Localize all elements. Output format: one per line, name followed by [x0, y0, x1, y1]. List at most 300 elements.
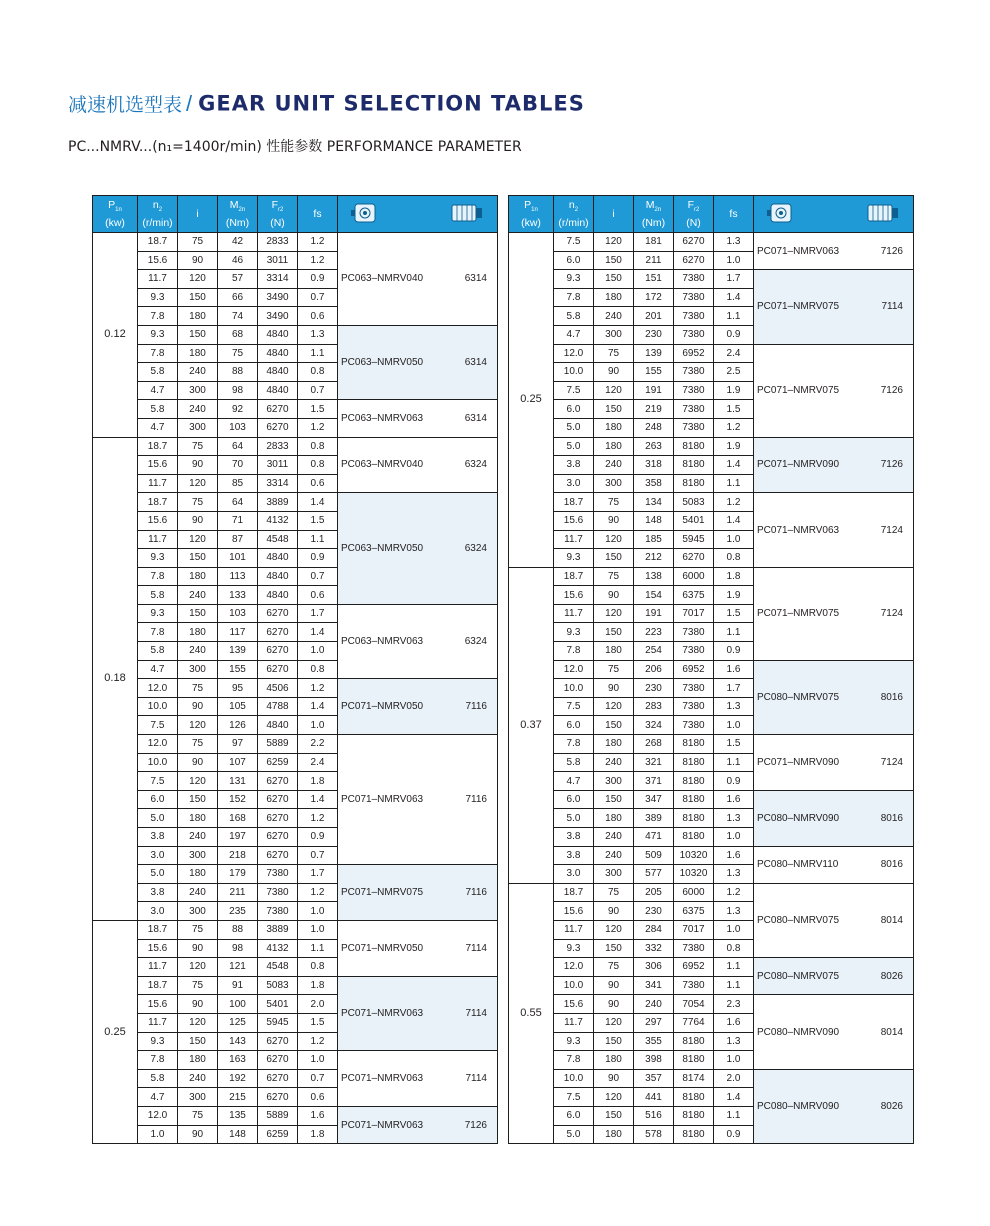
model-name: PC071–NMRV090: [757, 756, 840, 768]
cell-n2: 5.0: [554, 809, 594, 828]
cell-i: 150: [594, 270, 634, 289]
cell-m2: 88: [218, 920, 258, 939]
cell-n2: 5.0: [554, 1125, 594, 1144]
cell-n2: 11.7: [554, 1013, 594, 1032]
cell-fs: 2.0: [298, 995, 338, 1014]
cell-fs: 1.5: [298, 400, 338, 419]
cell-fs: 1.0: [714, 716, 754, 735]
cell-fr2: 5889: [258, 1106, 298, 1125]
cell-i: 90: [178, 1125, 218, 1144]
cell-n2: 7.5: [554, 381, 594, 400]
cell-i: 150: [178, 604, 218, 623]
cell-i: 120: [594, 604, 634, 623]
cell-fr2: 2833: [258, 233, 298, 252]
header-radial-load: $F_{r2}$ (N): [258, 196, 298, 233]
cell-i: 240: [178, 642, 218, 661]
cell-i: 240: [594, 828, 634, 847]
cell-fr2: 3490: [258, 307, 298, 326]
table-row: [509, 233, 914, 252]
cell-n2: 3.0: [138, 846, 178, 865]
cell-n2: 3.0: [554, 474, 594, 493]
cell-i: 180: [178, 1051, 218, 1070]
cell-n2: 15.6: [554, 586, 594, 605]
cell-fs: 0.6: [298, 307, 338, 326]
cell-m2: 191: [634, 381, 674, 400]
table-row: [93, 437, 498, 456]
cell-i: 240: [178, 363, 218, 382]
cell-i: 75: [594, 883, 634, 902]
table-row: [93, 493, 498, 512]
model-code: 7114: [465, 1007, 487, 1019]
cell-fs: 0.8: [298, 660, 338, 679]
header-ratio: i: [594, 196, 634, 233]
cell-fr2: 6270: [258, 828, 298, 847]
cell-i: 90: [594, 976, 634, 995]
cell-i: 120: [594, 920, 634, 939]
cell-i: 120: [178, 772, 218, 791]
cell-n2: 9.3: [554, 623, 594, 642]
model-cell: [338, 920, 498, 976]
cell-m2: 101: [218, 549, 258, 568]
cell-fs: 0.7: [298, 288, 338, 307]
cell-m2: 172: [634, 288, 674, 307]
cell-n2: 7.5: [138, 772, 178, 791]
table-row: [509, 1069, 914, 1088]
cell-fr2: 7380: [674, 325, 714, 344]
model-name: PC063–NMRV063: [341, 636, 424, 648]
cell-n2: 3.8: [138, 883, 178, 902]
cell-n2: 7.5: [554, 233, 594, 252]
cell-fr2: 8180: [674, 1106, 714, 1125]
cell-fs: 1.2: [298, 251, 338, 270]
cell-m2: 95: [218, 679, 258, 698]
cell-m2: 88: [218, 363, 258, 382]
cell-m2: 268: [634, 735, 674, 754]
cell-i: 120: [594, 381, 634, 400]
cell-n2: 9.3: [138, 325, 178, 344]
cell-fr2: 6270: [674, 251, 714, 270]
cell-m2: 211: [218, 883, 258, 902]
power-cell: 0.55: [509, 883, 554, 1143]
cell-fs: 1.1: [714, 958, 754, 977]
cell-i: 150: [594, 939, 634, 958]
cell-fs: 0.6: [298, 586, 338, 605]
cell-fr2: 4840: [258, 363, 298, 382]
cell-fr2: 6259: [258, 753, 298, 772]
cell-m2: 254: [634, 642, 674, 661]
cell-i: 120: [178, 716, 218, 735]
cell-i: 90: [178, 753, 218, 772]
cell-i: 180: [178, 865, 218, 884]
header-product-images: [338, 196, 498, 233]
cell-fs: 1.5: [714, 604, 754, 623]
model-code: 7124: [880, 524, 903, 536]
cell-fs: 1.5: [714, 735, 754, 754]
cell-m2: 152: [218, 790, 258, 809]
table-row: [509, 883, 914, 902]
model-code: 8026: [880, 970, 903, 982]
cell-m2: 283: [634, 697, 674, 716]
cell-n2: 3.0: [554, 865, 594, 884]
cell-fs: 1.7: [298, 604, 338, 623]
cell-i: 180: [594, 288, 634, 307]
cell-fs: 1.4: [298, 493, 338, 512]
cell-fr2: 4548: [258, 958, 298, 977]
cell-fr2: 8180: [674, 437, 714, 456]
model-cell: [754, 437, 914, 493]
cell-i: 150: [594, 790, 634, 809]
model-cell: [754, 735, 914, 791]
model-code: 7116: [465, 887, 487, 899]
model-cell: [338, 976, 498, 1050]
cell-i: 180: [594, 735, 634, 754]
cell-i: 90: [178, 995, 218, 1014]
cell-m2: 64: [218, 437, 258, 456]
cell-fr2: 7380: [674, 679, 714, 698]
cell-m2: 191: [634, 604, 674, 623]
cell-n2: 3.8: [554, 456, 594, 475]
cell-m2: 321: [634, 753, 674, 772]
header-output-speed: $n_2$ (r/min): [554, 196, 594, 233]
table-row: [509, 567, 914, 586]
model-code: 8014: [880, 1026, 903, 1038]
cell-m2: 248: [634, 418, 674, 437]
model-code: 7116: [465, 701, 487, 713]
cell-i: 300: [178, 902, 218, 921]
cell-fs: 1.8: [298, 976, 338, 995]
cell-m2: 357: [634, 1069, 674, 1088]
cell-m2: 154: [634, 586, 674, 605]
cell-i: 240: [178, 586, 218, 605]
cell-i: 150: [594, 549, 634, 568]
cell-i: 300: [178, 381, 218, 400]
cell-fr2: 6270: [258, 846, 298, 865]
cell-m2: 71: [218, 511, 258, 530]
cell-m2: 318: [634, 456, 674, 475]
cell-fr2: 6375: [674, 902, 714, 921]
cell-i: 75: [178, 679, 218, 698]
table-row: [93, 679, 498, 698]
cell-m2: 46: [218, 251, 258, 270]
cell-i: 300: [594, 474, 634, 493]
cell-n2: 10.0: [554, 976, 594, 995]
cell-i: 300: [594, 772, 634, 791]
cell-fs: 2.2: [298, 735, 338, 754]
cell-fr2: 6270: [258, 604, 298, 623]
cell-m2: 75: [218, 344, 258, 363]
cell-fr2: 7380: [674, 270, 714, 289]
cell-n2: 4.7: [138, 381, 178, 400]
model-code: 7116: [465, 794, 487, 806]
model-name: PC080–NMRV090: [757, 1100, 840, 1112]
cell-fs: 1.9: [714, 437, 754, 456]
cell-i: 120: [594, 697, 634, 716]
table-row: [93, 976, 498, 995]
cell-i: 75: [178, 920, 218, 939]
model-code: 7114: [881, 301, 903, 313]
model-cell: [754, 958, 914, 995]
cell-i: 300: [178, 418, 218, 437]
cell-n2: 11.7: [138, 1013, 178, 1032]
cell-m2: 235: [218, 902, 258, 921]
cell-fs: 1.7: [298, 865, 338, 884]
cell-m2: 105: [218, 697, 258, 716]
cell-m2: 155: [218, 660, 258, 679]
cell-fs: 1.2: [714, 418, 754, 437]
header-power: $P_{1n}$ (kw): [509, 196, 554, 233]
cell-fs: 0.6: [298, 474, 338, 493]
cell-i: 90: [594, 363, 634, 382]
cell-i: 90: [594, 586, 634, 605]
cell-n2: 10.0: [554, 679, 594, 698]
cell-n2: 7.8: [554, 288, 594, 307]
cell-fs: 1.4: [298, 790, 338, 809]
cell-fs: 1.1: [714, 753, 754, 772]
cell-fs: 0.9: [714, 772, 754, 791]
model-name: PC071–NMRV090: [757, 459, 840, 471]
cell-i: 150: [178, 549, 218, 568]
cell-i: 75: [178, 437, 218, 456]
cell-n2: 6.0: [554, 716, 594, 735]
cell-fr2: 4132: [258, 939, 298, 958]
cell-fr2: 6000: [674, 883, 714, 902]
cell-fs: 1.0: [714, 530, 754, 549]
cell-n2: 3.8: [138, 828, 178, 847]
cell-n2: 18.7: [138, 437, 178, 456]
cell-n2: 12.0: [138, 679, 178, 698]
cell-m2: 134: [634, 493, 674, 512]
model-name: PC071–NMRV050: [341, 942, 424, 954]
cell-fr2: 5401: [258, 995, 298, 1014]
model-cell: [338, 1106, 498, 1143]
cell-n2: 9.3: [138, 549, 178, 568]
cell-i: 150: [178, 325, 218, 344]
cell-i: 240: [594, 753, 634, 772]
cell-fs: 1.3: [714, 233, 754, 252]
model-name: PC071–NMRV063: [757, 245, 840, 257]
cell-i: 90: [178, 511, 218, 530]
cell-fr2: 6270: [258, 623, 298, 642]
cell-n2: 3.0: [138, 902, 178, 921]
table-row: [93, 735, 498, 754]
cell-fr2: 6270: [258, 660, 298, 679]
cell-fs: 0.8: [714, 939, 754, 958]
model-code: 6324: [464, 543, 487, 555]
cell-i: 90: [178, 456, 218, 475]
cell-fr2: 4840: [258, 344, 298, 363]
cell-n2: 11.7: [138, 474, 178, 493]
table-row: [509, 437, 914, 456]
cell-n2: 4.7: [138, 660, 178, 679]
cell-n2: 12.0: [554, 958, 594, 977]
cell-fs: 1.3: [714, 902, 754, 921]
cell-m2: 148: [218, 1125, 258, 1144]
cell-m2: 139: [218, 642, 258, 661]
table-row: [509, 493, 914, 512]
model-cell: [754, 567, 914, 660]
cell-i: 75: [594, 493, 634, 512]
cell-fr2: 7054: [674, 995, 714, 1014]
header-product-images: [754, 196, 914, 233]
cell-i: 240: [594, 307, 634, 326]
cell-n2: 4.7: [138, 1088, 178, 1107]
page-title: [68, 90, 585, 122]
cell-fr2: 7380: [258, 883, 298, 902]
cell-m2: 91: [218, 976, 258, 995]
table-row: [509, 344, 914, 363]
cell-fr2: 8180: [674, 1032, 714, 1051]
cell-fr2: 7380: [674, 976, 714, 995]
cell-i: 75: [178, 493, 218, 512]
header-radial-load: $F_{r2}$ (N): [674, 196, 714, 233]
model-cell: [338, 325, 498, 399]
cell-fr2: 4840: [258, 325, 298, 344]
cell-fr2: 7380: [674, 623, 714, 642]
cell-n2: 15.6: [138, 995, 178, 1014]
cell-n2: 7.8: [138, 307, 178, 326]
model-name: PC071–NMRV063: [341, 794, 424, 806]
cell-fr2: 6270: [674, 233, 714, 252]
cell-fs: 0.7: [298, 846, 338, 865]
cell-fs: 1.0: [298, 902, 338, 921]
cell-n2: 11.7: [554, 530, 594, 549]
cell-n2: 18.7: [554, 567, 594, 586]
cell-n2: 10.0: [138, 753, 178, 772]
performance-table-left: [92, 195, 498, 1144]
cell-m2: 117: [218, 623, 258, 642]
cell-fr2: 8180: [674, 735, 714, 754]
table-row: [509, 270, 914, 289]
model-code: 6314: [464, 273, 487, 285]
cell-m2: 97: [218, 735, 258, 754]
model-code: 6324: [464, 636, 487, 648]
cell-fs: 0.9: [298, 549, 338, 568]
cell-fs: 2.0: [714, 1069, 754, 1088]
cell-fs: 1.2: [714, 883, 754, 902]
cell-n2: 5.8: [554, 307, 594, 326]
cell-m2: 284: [634, 920, 674, 939]
cell-i: 150: [594, 400, 634, 419]
cell-i: 75: [594, 958, 634, 977]
cell-fs: 0.9: [298, 828, 338, 847]
cell-fr2: 7764: [674, 1013, 714, 1032]
table-row: [93, 233, 498, 252]
model-code: 6324: [464, 459, 487, 471]
cell-fr2: 5083: [674, 493, 714, 512]
model-code: 8016: [880, 859, 903, 871]
cell-n2: 12.0: [138, 735, 178, 754]
cell-i: 120: [178, 958, 218, 977]
model-code: 8014: [880, 914, 903, 926]
cell-m2: 143: [218, 1032, 258, 1051]
model-code: 6314: [464, 357, 487, 369]
cell-m2: 389: [634, 809, 674, 828]
cell-i: 180: [594, 1125, 634, 1144]
cell-n2: 7.5: [554, 697, 594, 716]
performance-table-right: [508, 195, 914, 1144]
cell-n2: 11.7: [554, 920, 594, 939]
cell-fs: 0.8: [714, 549, 754, 568]
cell-i: 75: [594, 660, 634, 679]
table-row: [93, 604, 498, 623]
cell-fs: 1.0: [298, 920, 338, 939]
cell-i: 150: [594, 1106, 634, 1125]
cell-fr2: 7380: [674, 400, 714, 419]
table-row: [509, 790, 914, 809]
cell-fs: 1.0: [714, 920, 754, 939]
cell-fr2: 4506: [258, 679, 298, 698]
cell-fr2: 3314: [258, 474, 298, 493]
worm-gearbox-icon: [350, 200, 380, 229]
cell-n2: 9.3: [554, 270, 594, 289]
cell-n2: 10.0: [554, 363, 594, 382]
cell-fs: 1.3: [714, 1032, 754, 1051]
cell-i: 120: [594, 530, 634, 549]
cell-fr2: 7380: [674, 288, 714, 307]
power-cell: 0.18: [93, 437, 138, 920]
cell-n2: 5.0: [138, 809, 178, 828]
cell-fr2: 7380: [258, 865, 298, 884]
motor-icon: [449, 200, 485, 229]
cell-m2: 98: [218, 939, 258, 958]
header-output-speed: $n_2$ (r/min): [138, 196, 178, 233]
cell-fs: 1.0: [298, 716, 338, 735]
cell-m2: 306: [634, 958, 674, 977]
power-cell: 0.25: [93, 920, 138, 1143]
cell-n2: 5.8: [138, 586, 178, 605]
cell-m2: 240: [634, 995, 674, 1014]
cell-fs: 1.2: [298, 679, 338, 698]
cell-fs: 1.4: [714, 511, 754, 530]
cell-i: 120: [178, 1013, 218, 1032]
cell-fs: 0.9: [714, 642, 754, 661]
cell-m2: 212: [634, 549, 674, 568]
cell-n2: 4.7: [138, 418, 178, 437]
cell-i: 300: [178, 660, 218, 679]
cell-fs: 1.4: [714, 288, 754, 307]
cell-fr2: 5083: [258, 976, 298, 995]
table-row: [509, 958, 914, 977]
cell-fs: 1.6: [298, 1106, 338, 1125]
cell-m2: 87: [218, 530, 258, 549]
cell-i: 240: [178, 400, 218, 419]
cell-fr2: 6270: [674, 549, 714, 568]
cell-n2: 15.6: [138, 456, 178, 475]
cell-i: 150: [594, 1032, 634, 1051]
cell-i: 300: [178, 1088, 218, 1107]
cell-i: 180: [178, 809, 218, 828]
model-cell: [754, 493, 914, 567]
cell-fr2: 7380: [674, 716, 714, 735]
cell-fr2: 8180: [674, 753, 714, 772]
cell-fs: 1.2: [298, 809, 338, 828]
model-code: 8016: [880, 691, 903, 703]
cell-n2: 3.8: [554, 828, 594, 847]
cell-m2: 139: [634, 344, 674, 363]
table-row: [509, 660, 914, 679]
model-name: PC080–NMRV090: [757, 812, 840, 824]
cell-fr2: 4840: [258, 716, 298, 735]
cell-m2: 148: [634, 511, 674, 530]
cell-i: 90: [594, 511, 634, 530]
cell-n2: 6.0: [554, 1106, 594, 1125]
cell-fs: 1.7: [714, 679, 754, 698]
cell-fs: 1.2: [298, 418, 338, 437]
cell-n2: 18.7: [138, 493, 178, 512]
model-cell: [754, 790, 914, 846]
cell-fr2: 7017: [674, 604, 714, 623]
cell-fr2: 5945: [258, 1013, 298, 1032]
